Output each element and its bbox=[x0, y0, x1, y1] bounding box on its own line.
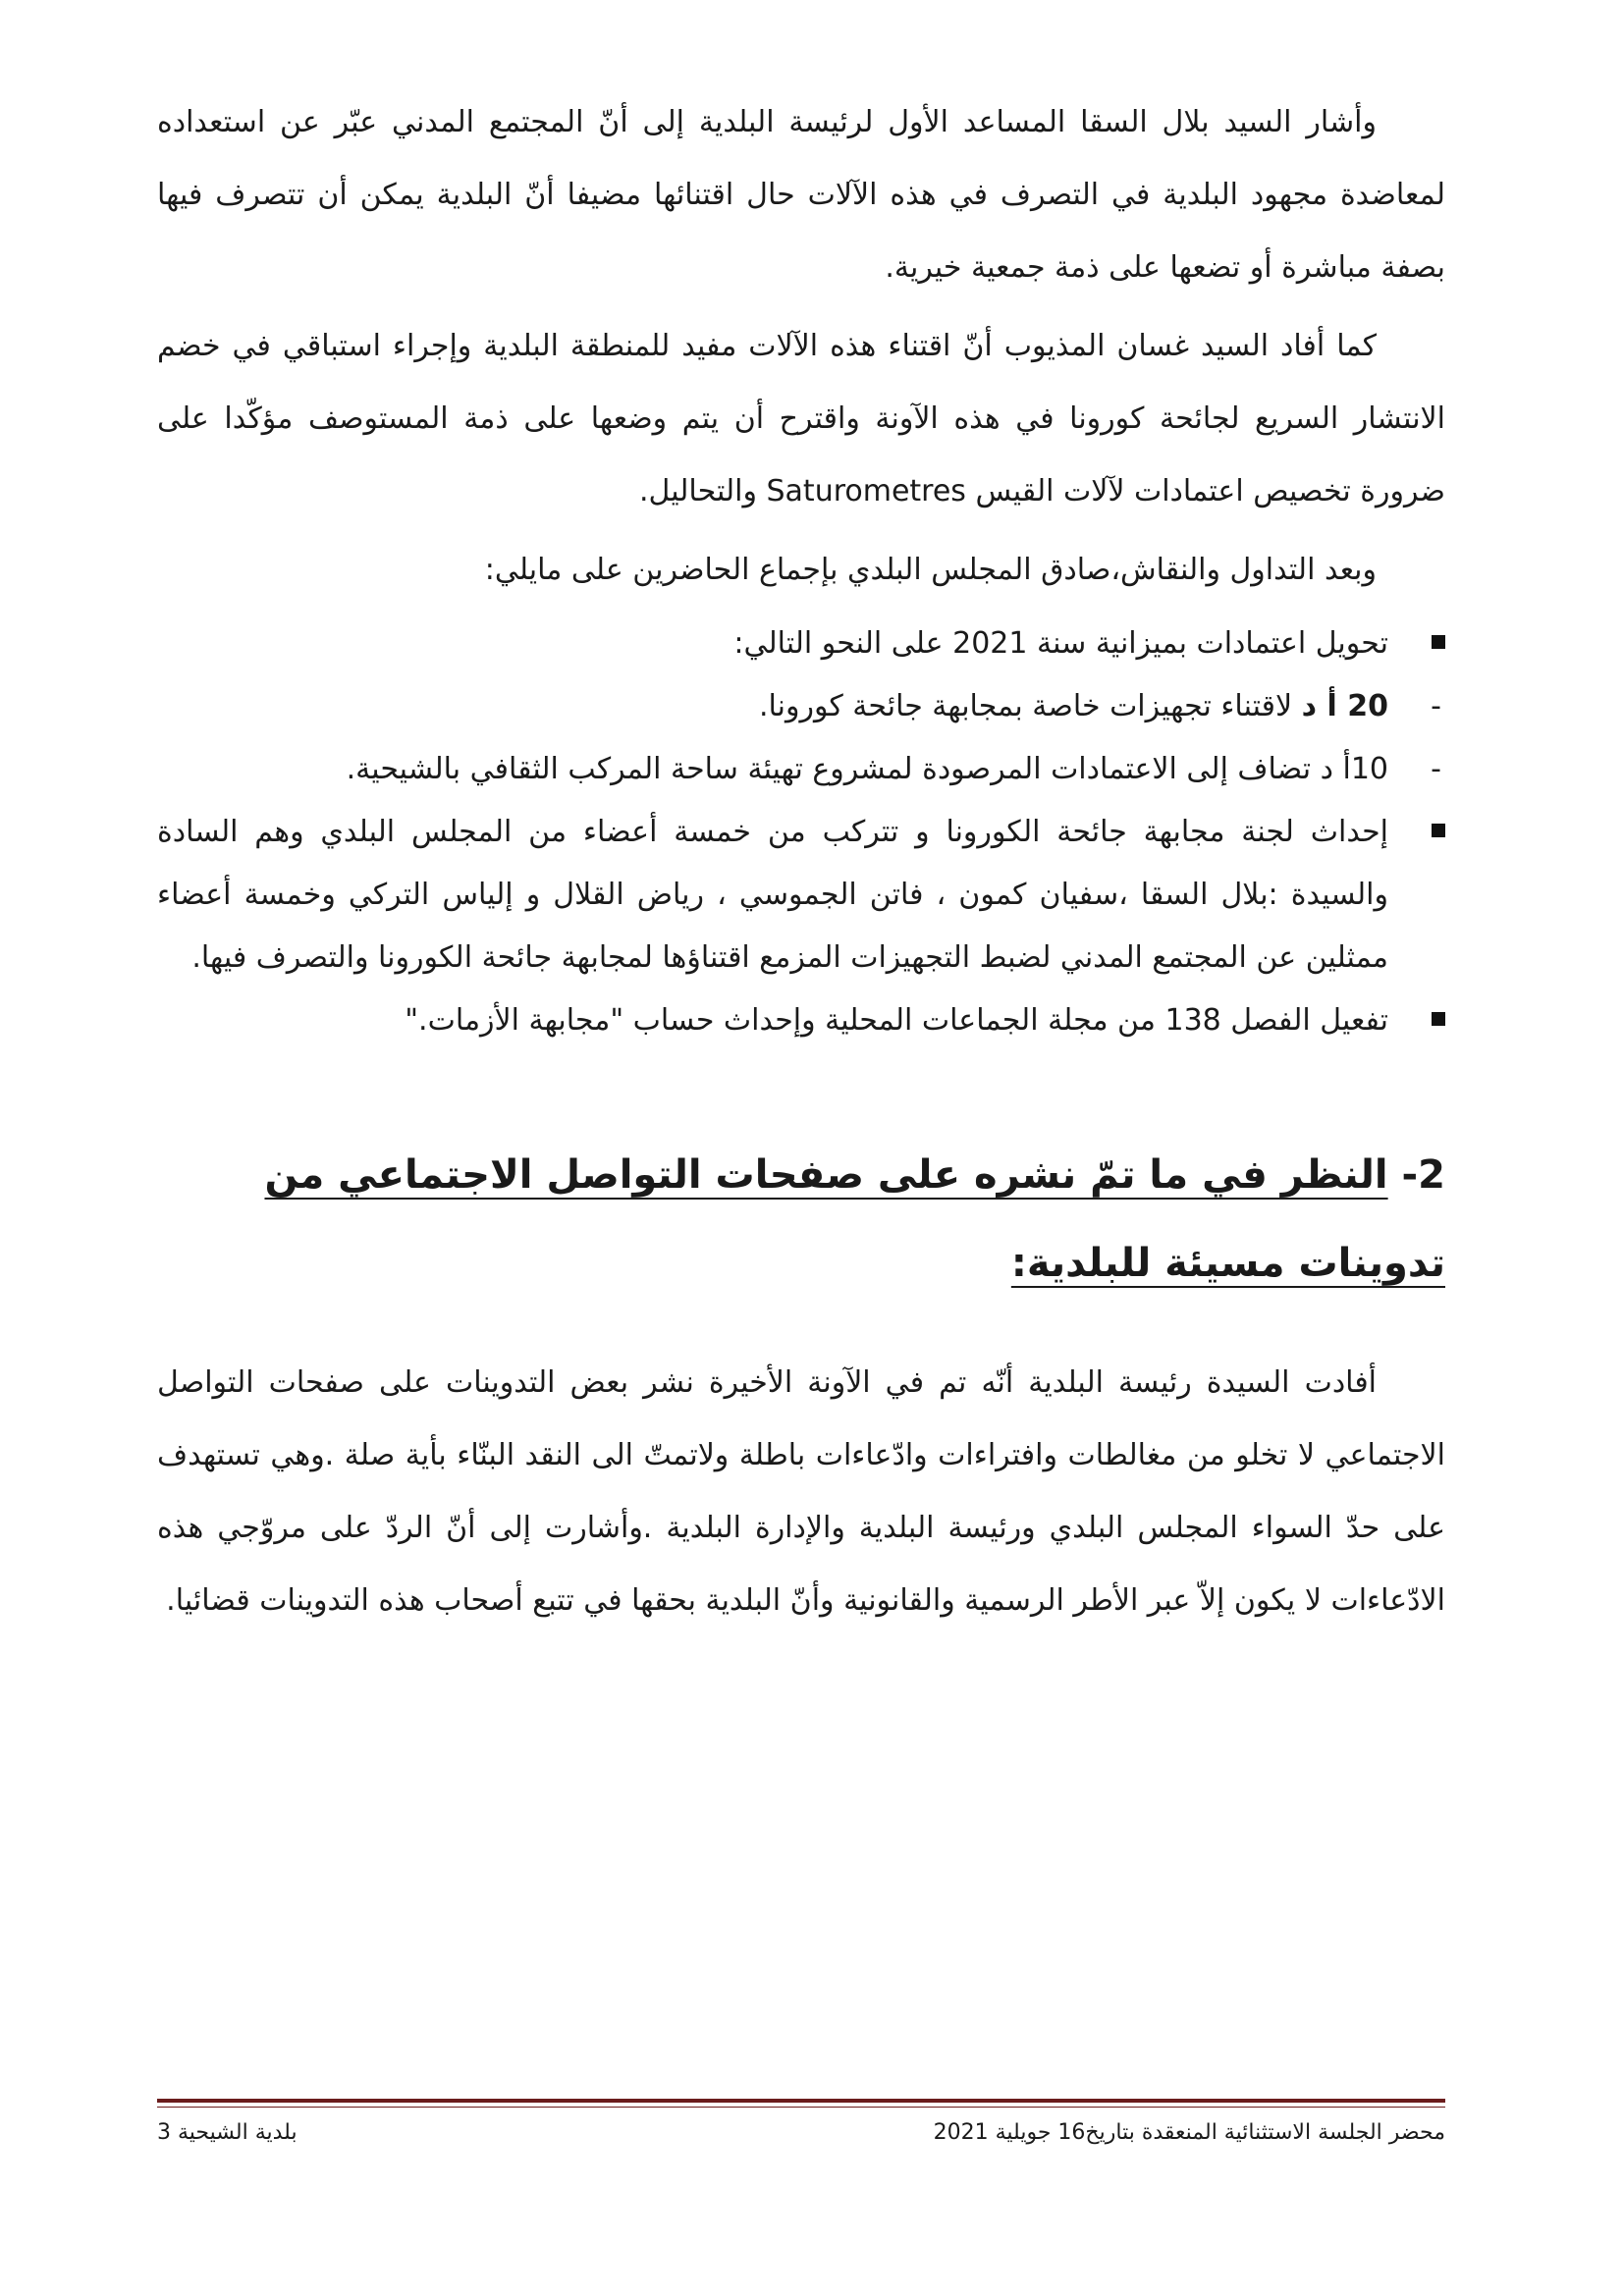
sub-item-cultural-complex: 10أ د تضاف إلى الاعتمادات المرصودة لمشروع تهيئة ساحة المركب الثقافي بالشيحية. bbox=[346, 752, 1388, 786]
decisions-list bbox=[157, 613, 1445, 1052]
dash-bullet-icon: - bbox=[1431, 689, 1441, 723]
amount-20: 20 أ د bbox=[1301, 689, 1388, 723]
footer-meeting-title: محضر الجلسة الاستثنائية المنعقدة بتاريخ16 جويلية 2021 bbox=[933, 2120, 1445, 2145]
list-item bbox=[157, 801, 1445, 989]
decision-crisis-account: تفعيل الفصل 138 من مجلة الجماعات المحلية وإحداث حساب "مجابهة الأزمات." bbox=[405, 1003, 1388, 1038]
paragraph-mayor-statement: أفادت السيدة رئيسة البلدية أنّه تم في الآونة الأخيرة نشر بعض التدوينات على صفحات التواصل الاجتماعي لا تخلو من مغالطات وافتراءات وادّعاءات باطلة ولاتمتّ الى النقد البنّاء بأية صلة .وهي تستهدف على حدّ السواء المجلس البلدي ورئيسة البلدية والإدارة البلدية .وأشارت إلى أنّ الردّ على مروّجي هذه الادّعاءات لا يكون إلاّ عبر الأطر الرسمية والقانونية وأنّ البلدية بحقها في تتبع أصحاب هذه التدوينات قضائيا. bbox=[157, 1365, 1445, 1618]
decision-covid-committee: إحداث لجنة مجابهة جائحة الكورونا و تتركب من خمسة أعضاء من المجلس البلدي وهم السادة والسيدة :بلال السقا ،سفيان كمون ، فاتن الجموسي ، رياض القلال و إلياس التركي وخمسة أعضاء ممثلين عن المجتمع المدني لضبط التجهيزات المزمع اقتناؤها لمجابهة جائحة الكورونا والتصرف فيها. bbox=[157, 815, 1388, 975]
section-number: 2- bbox=[1401, 1152, 1445, 1198]
paragraph-council-approval: وبعد التداول والنقاش،صادق المجلس البلدي بإجماع الحاضرين على مايلي: bbox=[484, 553, 1377, 587]
sub-item-covid-equipment: لاقتناء تجهيزات خاصة بمجابهة جائحة كورونا. bbox=[758, 689, 1302, 723]
page-content bbox=[157, 86, 1445, 1643]
dash-bullet-icon: - bbox=[1431, 752, 1441, 786]
paragraph-bilel-sakka: وأشار السيد بلال السقا المساعد الأول لرئيسة البلدية إلى أنّ المجتمع المدني عبّر عن استعداده لمعاضدة مجهود البلدية في التصرف في هذه الآلات حال اقتنائها مضيفا أنّ البلدية يمكن أن تتصرف فيها بصفة مباشرة أو تضعها على ذمة جمعية خيرية. bbox=[157, 105, 1445, 285]
footer-rule-thin bbox=[157, 2107, 1445, 2108]
square-bullet-icon bbox=[1432, 1012, 1445, 1026]
page-footer bbox=[157, 2120, 1445, 2160]
footer-rule bbox=[157, 2099, 1445, 2103]
square-bullet-icon bbox=[1432, 824, 1445, 837]
list-item bbox=[157, 989, 1445, 1052]
section-heading bbox=[157, 1131, 1445, 1308]
decision-transfer-credits: تحويل اعتمادات بميزانية سنة 2021 على النحو التالي: bbox=[733, 626, 1388, 661]
footer-municipality-page: بلدية الشيحية 3 bbox=[157, 2120, 298, 2145]
paragraph-ghassen-mdhioub: كما أفاد السيد غسان المذيوب أنّ اقتناء هذه الآلات مفيد للمنطقة البلدية وإجراء استباقي في خضم الانتشار السريع لجائحة كورونا في هذه الآونة واقترح أن يتم وضعها على ذمة المستوصف مؤكّدا على ضرورة تخصيص اعتمادات لآلات القيس Saturometres والتحاليل. bbox=[157, 329, 1445, 508]
list-item bbox=[157, 675, 1445, 738]
square-bullet-icon bbox=[1432, 635, 1445, 649]
list-item bbox=[157, 613, 1445, 675]
section-title: النظر في ما تمّ نشره على صفحات التواصل الاجتماعي من تدوينات مسيئة للبلدية: bbox=[264, 1152, 1445, 1286]
list-item bbox=[157, 738, 1445, 801]
